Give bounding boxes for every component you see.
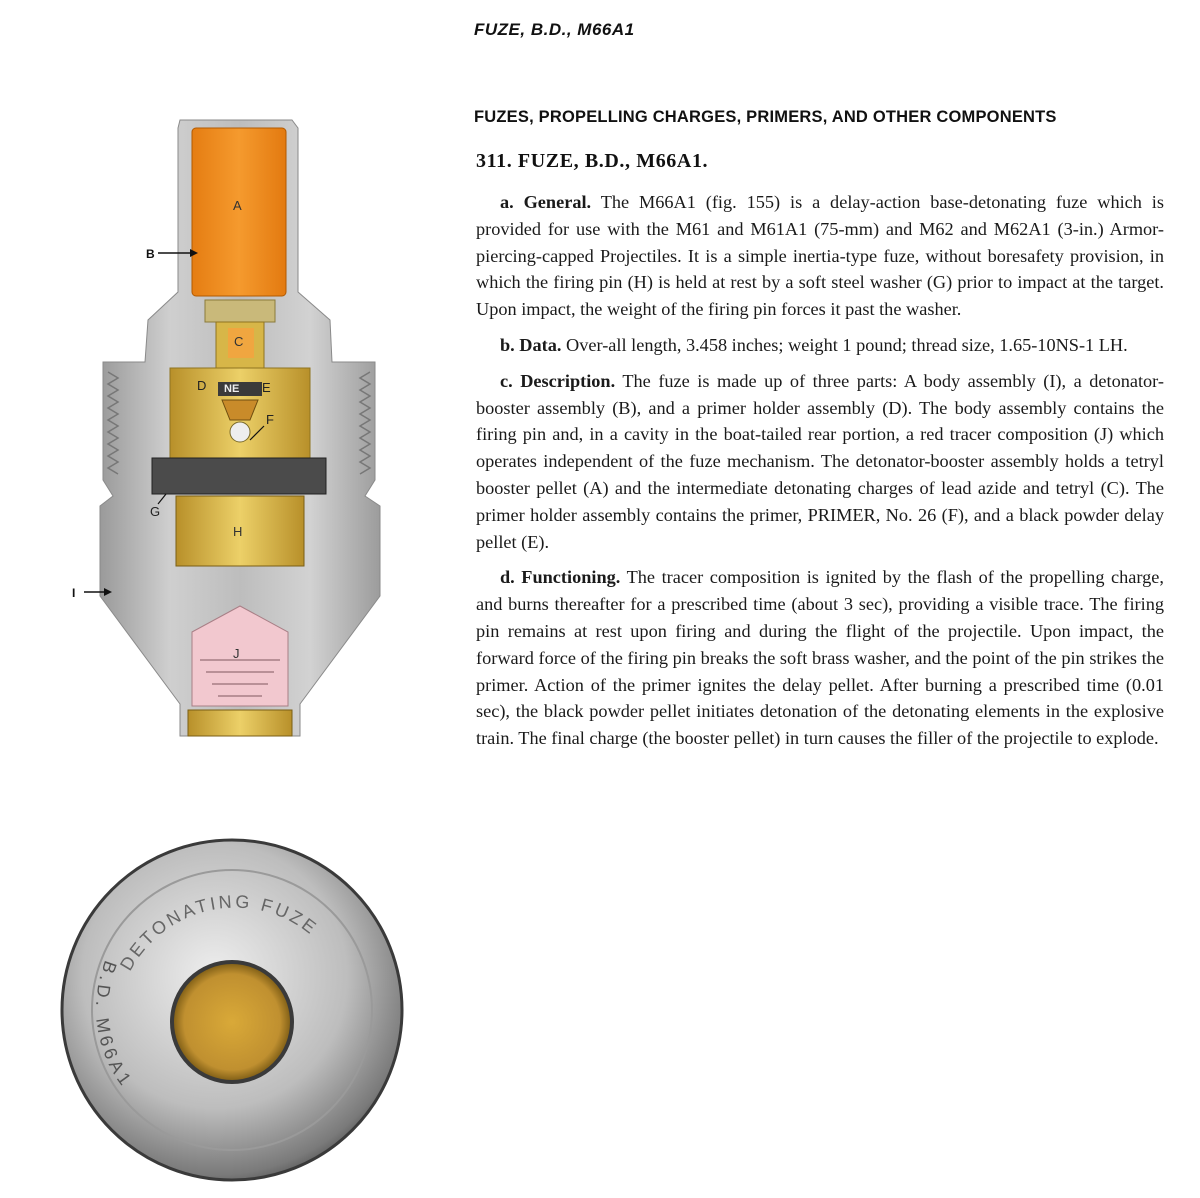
label-f: F <box>266 412 274 427</box>
paragraph-description <box>476 368 1164 556</box>
label-c: C <box>234 334 244 349</box>
plate-title: FUZE, B.D., M66A1 <box>474 20 635 39</box>
label-b: B <box>146 247 155 261</box>
paragraph-data <box>476 332 1164 359</box>
label-a: A <box>233 198 242 213</box>
label-j: J <box>233 646 240 661</box>
paragraph-label: d. Functioning. <box>500 567 621 588</box>
paragraph-label: a. General. <box>500 192 592 212</box>
paragraph-general <box>476 189 1164 323</box>
label-e: E <box>262 380 271 395</box>
label-i: I <box>72 586 76 600</box>
paragraph-body: The M66A1 (fig. 155) is a delay-action base-detonating fuze which is provided for use with the M61 and M61A1 (75-mm) and M62 and M62A1 (3-in.) Armor-piercing-capped Projectiles. It is a simple inertia-type fuze, without boresafety provision, in which the firing pin (H) is held at rest by a soft steel washer (G) prior to impact at the target. Upon impact, the weight of the firing pin forces it past the washer. <box>476 192 1164 320</box>
label-h: H <box>233 524 243 539</box>
body-text <box>476 189 1164 761</box>
paragraph-body: The fuze is made up of three parts: A body assembly (I), a detonator-booster assembly (B), and a primer holder assembly (D). The body assembly contains the firing pin and, in a cavity in the boat-tailed rear portion, a red tracer composition (J) which operates independent of the fuze mechanism. The detonator-booster assembly holds a tetryl booster pellet (A) and the intermediate detonating charges of lead azide and tetryl (C). The primer holder assembly contains the primer, PRIMER, No. 26 (F), and a black powder delay pellet (E). <box>476 370 1164 552</box>
label-ne: NE <box>224 383 240 395</box>
section-heading: FUZES, PROPELLING CHARGES, PRIMERS, AND OTHER COMPONENTS <box>474 108 1057 126</box>
paragraph-label: c. Description. <box>500 370 616 391</box>
paragraph-body: Over-all length, 3.458 inches; weight 1 pound; thread size, 1.65-10NS-1 LH. <box>566 334 1128 355</box>
paragraph-label: b. Data. <box>500 334 562 355</box>
paragraph-body: The tracer composition is ignited by the flash of the propelling charge, and burns thereafter for a prescribed time (about 3 sec), providing a visible trace. The firing pin remains at rest upon firing and during the flight of the projectile. Upon impact, the forward force of the firing pin breaks the soft brass washer, and the point of the pin strikes the primer. Action of the primer ignites the delay pellet. After burning a prescribed time (0.01 sec), the black powder pellet initiates detonation of the detonating elements in the explosive train. The final charge (the booster pellet) in turn causes the filler of the projectile to explode. <box>476 567 1164 749</box>
base-marking-left-path: B.D. M66A1 <box>92 958 138 1092</box>
label-d: D <box>197 378 207 393</box>
paragraph-functioning <box>476 564 1164 752</box>
base-marking-top-path: DETONATING FUZE <box>116 891 323 974</box>
paragraph-title: 311. FUZE, B.D., M66A1. <box>476 150 709 172</box>
fuze-base-view-figure <box>0 0 470 1198</box>
base-center-cup <box>172 962 292 1082</box>
label-g: G <box>150 504 161 519</box>
